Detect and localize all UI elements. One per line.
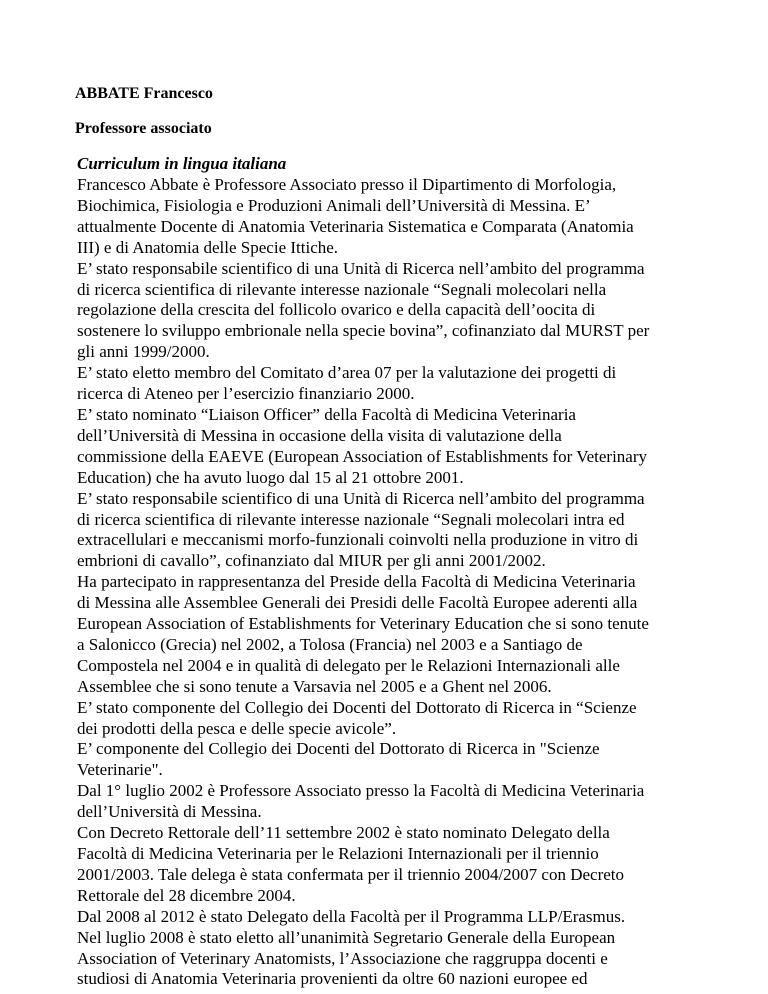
text-line: E’ stato responsabile scientifico di una Unità di Ricerca nell’ambito del programma <box>77 488 645 508</box>
text-line: dell’Università di Messina. <box>77 802 262 822</box>
text-line: regolazione della crescita del follicolo ovarico e della capacità dell’oocita di <box>77 300 596 320</box>
text-line: Compostela nel 2004 e in qualità di delegato per le Relazioni Internazionali alle <box>77 655 620 675</box>
text-line: Education) che ha avuto luogo dal 15 al 21 ottobre 2001. <box>77 467 464 487</box>
text-line: dei prodotti della pesca e delle specie avicole”. <box>77 718 397 738</box>
text-line: commissione della EAEVE (European Association of Establishments for Veterinary <box>77 446 647 466</box>
text-line: III) e di Anatomia delle Specie Ittiche. <box>77 237 339 257</box>
text-line: gli anni 1999/2000. <box>77 342 210 362</box>
text-line: embrioni di cavallo”, cofinanziato dal MIUR per gli anni 2001/2002. <box>77 551 546 571</box>
text-line: 2001/2003. Tale delega è stata confermata per il triennio 2004/2007 con Decreto <box>77 864 625 884</box>
cv-body <box>77 175 757 990</box>
text-line: a Salonicco (Grecia) nel 2002, a Tolosa (Francia) nel 2003 e a Santiago de <box>77 634 583 654</box>
text-line: Nel luglio 2008 è stato eletto all’unanimità Segretario Generale della European <box>77 927 616 947</box>
text-line: Assemblee che si sono tenute a Varsavia nel 2005 e a Ghent nel 2006. <box>77 676 552 696</box>
text-line: Veterinarie". <box>77 760 163 780</box>
text-line: E’ componente del Collegio dei Docenti del Dottorato di Ricerca in "Scienze <box>77 739 600 759</box>
text-line: dell’Università di Messina in occasione della visita di valutazione della <box>77 425 562 445</box>
text-line: Facoltà di Medicina Veterinaria per le Relazioni Internazionali per il triennio <box>77 844 599 863</box>
text-line: Dal 2008 al 2012 è stato Delegato della Facoltà per il Programma LLP/Erasmus. <box>77 906 626 926</box>
cv-heading: Curriculum in lingua italiana <box>77 154 287 173</box>
text-line: sostenere lo sviluppo embrionale nella specie bovina”, cofinanziato dal MURST per <box>77 321 650 341</box>
text-line: Con Decreto Rettorale dell’11 settembre 2002 è stato nominato Delegato della <box>77 823 610 843</box>
text-line: di ricerca scientifica di rilevante interesse nazionale “Segnali molecolari intra ed <box>77 509 625 529</box>
text-line: E’ stato responsabile scientifico di una Unità di Ricerca nell’ambito del programma <box>77 258 645 278</box>
text-line: Francesco Abbate è Professore Associato presso il Dipartimento di Morfologia, <box>77 175 617 194</box>
author-name: ABBATE Francesco <box>75 85 213 102</box>
text-line: E’ stato eletto membro del Comitato d’area 07 per la valutazione dei progetti di <box>77 363 617 383</box>
text-line: Rettorale del 28 dicembre 2004. <box>77 885 296 905</box>
text-line: European Association of Establishments for Veterinary Education che si sono tenute <box>77 614 649 634</box>
text-line: studiosi di Anatomia Veterinaria provenienti da oltre 60 nazioni europee ed <box>77 969 588 989</box>
text-line: Biochimica, Fisiologia e Produzioni Animali dell’Università di Messina. E’ <box>77 195 591 215</box>
author-role: Professore associato <box>75 120 212 137</box>
text-line: di ricerca scientifica di rilevante interesse nazionale “Segnali molecolari nella <box>77 279 607 299</box>
text-line: di Messina alle Assemblee Generali dei Presidi delle Facoltà Europee aderenti alla <box>77 593 638 613</box>
text-line: attualmente Docente di Anatomia Veterinaria Sistematica e Comparata (Anatomia <box>77 216 634 236</box>
text-line: Dal 1° luglio 2002 è Professore Associato presso la Facoltà di Medicina Veterinaria <box>77 781 645 801</box>
text-line: ricerca di Ateneo per l’esercizio finanziario 2000. <box>77 384 415 404</box>
text-line: E’ stato componente del Collegio dei Docenti del Dottorato di Ricerca in “Scienze <box>77 697 637 717</box>
text-line: Association of Veterinary Anatomists, l’Associazione che raggruppa docenti e <box>77 948 608 968</box>
text-line: Ha partecipato in rappresentanza del Preside della Facoltà di Medicina Veterinaria <box>77 572 636 592</box>
text-line: extracellulari e meccanismi morfo-funzionali coinvolti nella produzione in vitro di <box>77 530 639 550</box>
text-line: E’ stato nominato “Liaison Officer” della Facoltà di Medicina Veterinaria <box>77 404 576 424</box>
